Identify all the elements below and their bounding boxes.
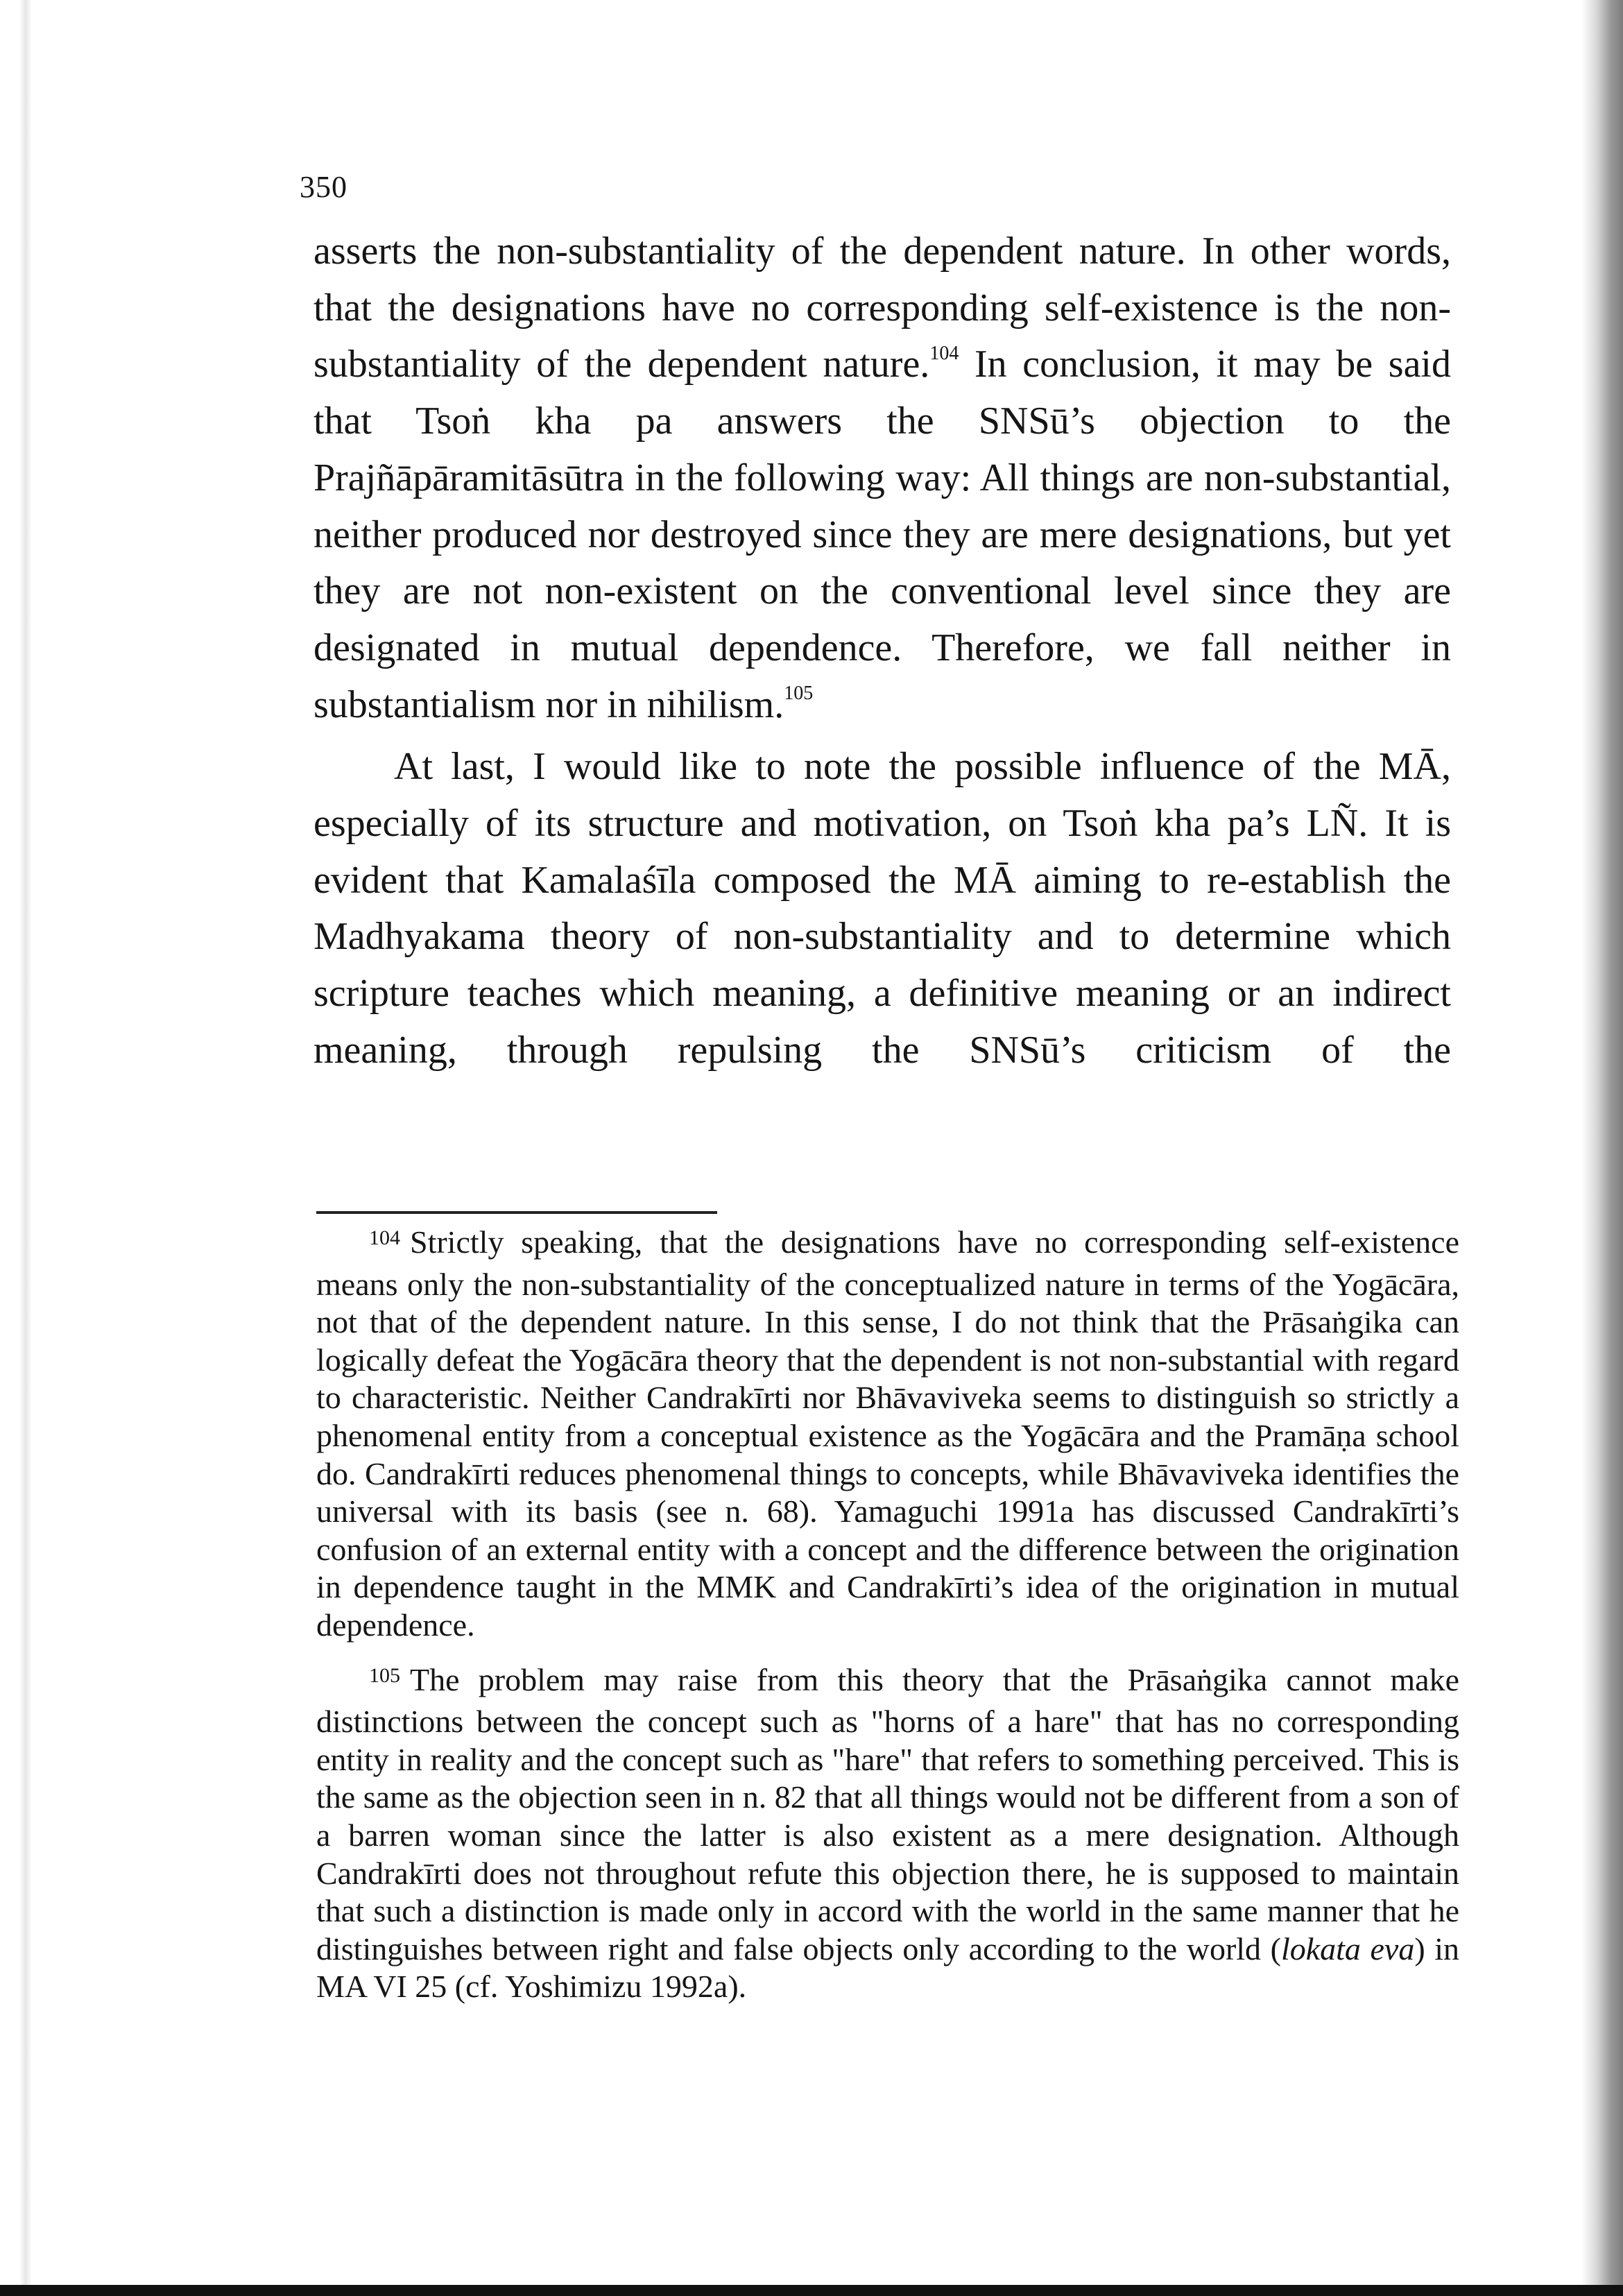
scan-shadow-right bbox=[1581, 0, 1623, 2296]
footnote-105-italic-term: lokata eva bbox=[1280, 1930, 1415, 1967]
footnote-105-text-part-2: ) in MA VI 25 (cf. Yoshimizu 1992a). bbox=[316, 1930, 1459, 2005]
paragraph-1-text-part-1: asserts the non-substantiality of the dependent nature. In other words, that the designations have no corresponding self-existence is the non-substantiality of the dependent nature. bbox=[314, 230, 1451, 386]
paragraph-1-text-part-2: In conclusion, it may be said that Tsoṅ kha pa answers the SNSū’s objection to the Prajñāpāramitāsūtra in the following way: All things are non-substantial, neither produced nor destroyed since they are mere designations, but yet they are not non-existent on the conventional level since they are designated in mutual dependence. Therefore, we fall neither in substantialism nor in nihilism. bbox=[314, 343, 1451, 726]
page-number: 350 bbox=[300, 170, 347, 204]
paragraph-1 bbox=[314, 223, 1451, 733]
scan-shadow-left bbox=[19, 0, 32, 2296]
footnote-reference-104[interactable]: 104 bbox=[929, 342, 959, 364]
footnote-104 bbox=[316, 1224, 1459, 1645]
footnote-separator-rule bbox=[316, 1211, 717, 1214]
footnote-104-text: Strictly speaking, that the designations have no corresponding self-existence means only the non-substantiality of the conceptualized nature in terms of the Yogācāra, not that of the dependent nature. In this sense, I do not think that the Prāsaṅgika can logically defeat the Yogācāra theory that the dependent is not non-substantial with regard to characteristic. Neither Candrakīrti nor Bhāvaviveka seems to distinguish so strictly a phenomenal entity from a conceptual existence as the Yogācāra and the Pramāṇa school do. Candrakīrti reduces phenomenal things to concepts, while Bhāvaviveka identifies the universal with its basis (see n. 68). Yamaguchi 1991a has discussed Candrakīrti’s confusion of an external entity with a concept and the difference between the origination in dependence taught in the MMK and Candrakīrti’s idea of the origination in mutual dependence. bbox=[316, 1224, 1459, 1643]
scan-bottom-edge bbox=[0, 2285, 1623, 2296]
footnote-104-number: 104 bbox=[369, 1226, 400, 1249]
main-text bbox=[314, 223, 1451, 1079]
footnote-reference-105[interactable]: 105 bbox=[784, 682, 814, 704]
paragraph-2: At last, I would like to note the possible influence of the MĀ, especially of its structure and motivation, on Tsoṅ kha pa’s LÑ. It is evident that Kamalaśīla composed the MĀ aiming to re-establish the Madhyakama theory of non-substantiality and to determine which scripture teaches which meaning, a definitive meaning or an indirect meaning, through repulsing the SNSū’s criticism of the bbox=[314, 745, 1451, 1072]
footnotes-section bbox=[316, 1224, 1459, 2006]
footnote-105-number: 105 bbox=[369, 1663, 400, 1687]
footnote-105-text-part-1: The problem may raise from this theory that the Prāsaṅgika cannot make distinctions between the concept such as "horns of a hare" that has no corresponding entity in reality and the concept such as "hare" that refers to something perceived. This is the same as the objection seen in n. 82 that all things would not be different from a son of a barren woman since the latter is also existent as a mere designation. Although Candrakīrti does not throughout refute this objection there, he is supposed to maintain that such a distinction is made only in accord with the world in the same manner that he distinguishes between right and false objects only according to the world ( bbox=[316, 1661, 1459, 1967]
footnote-105 bbox=[316, 1661, 1459, 2006]
